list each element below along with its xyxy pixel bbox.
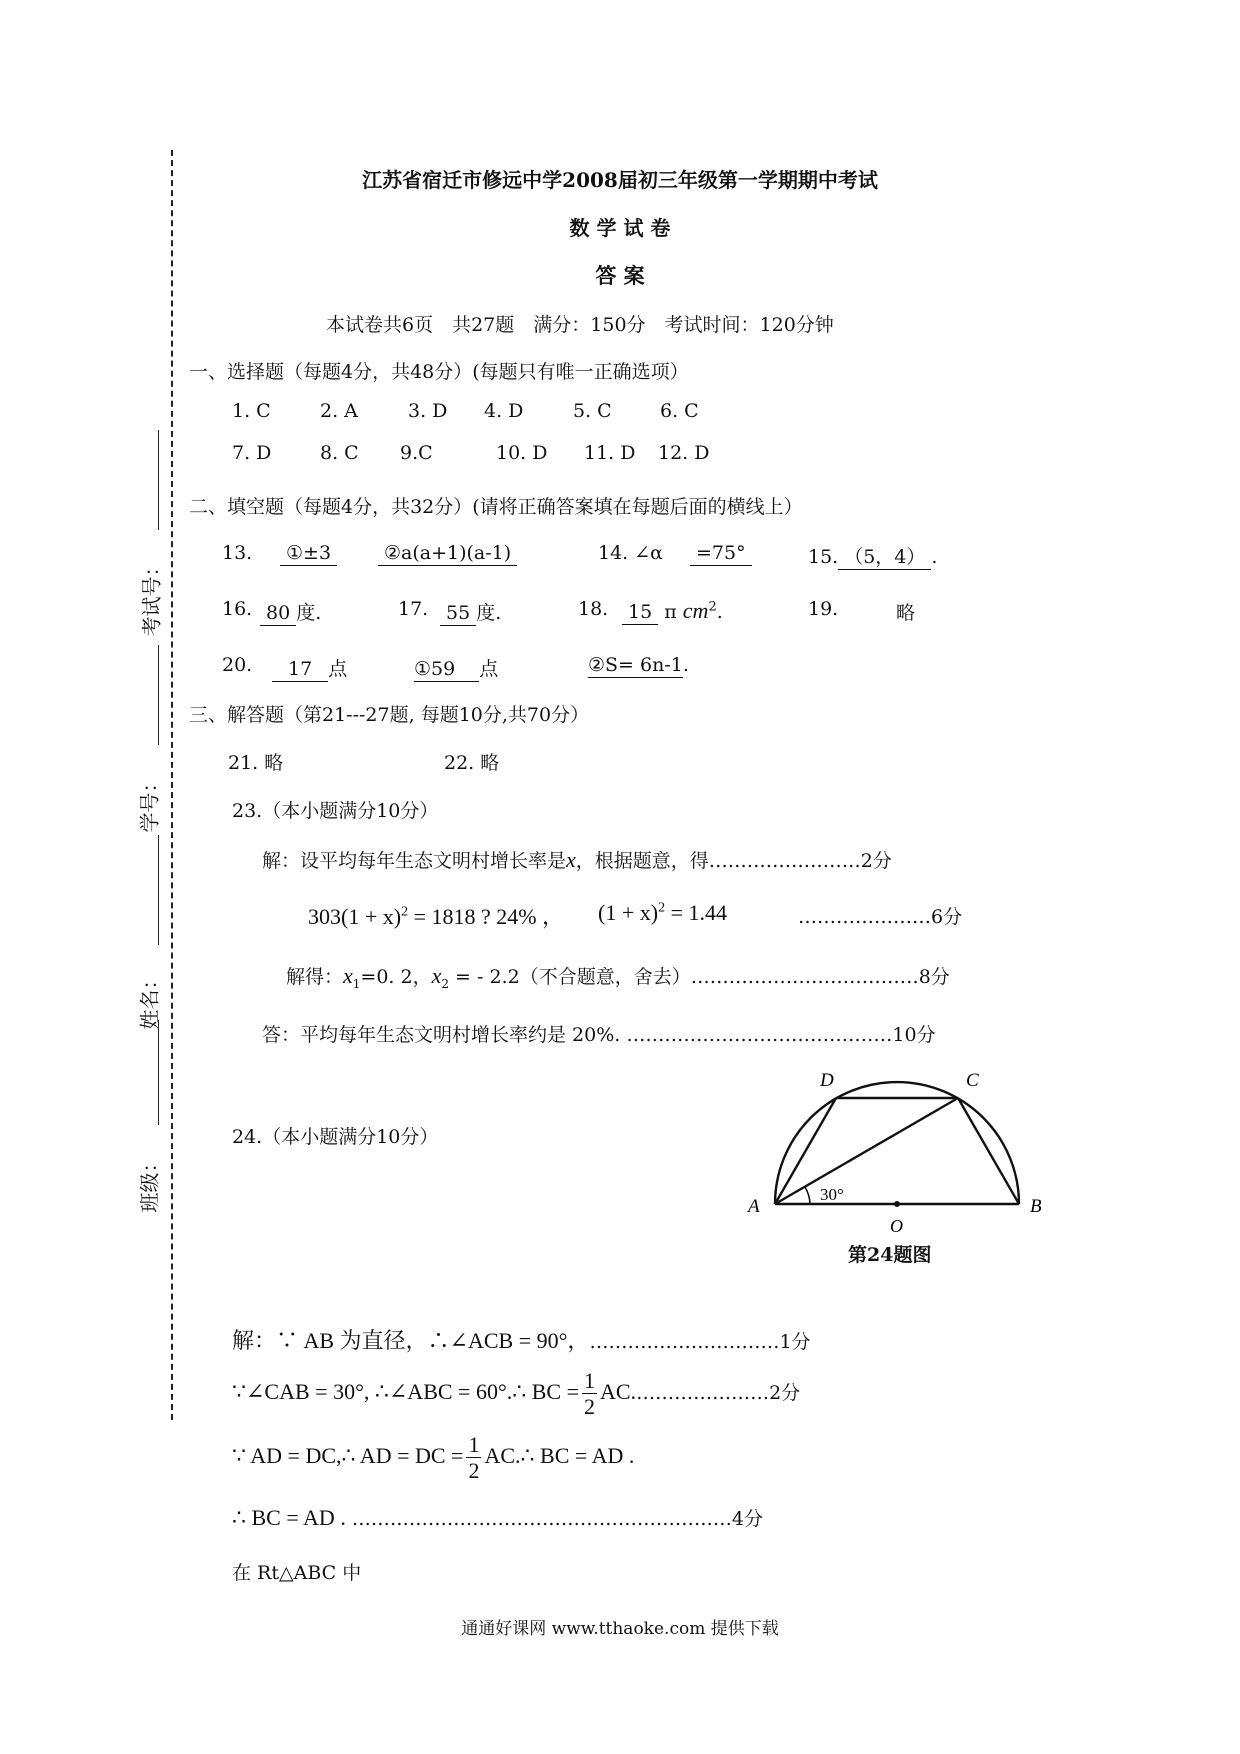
center-point-O <box>894 1201 900 1207</box>
q20-wrap <box>272 654 347 681</box>
q18-unit: cm <box>682 598 709 623</box>
q19-number: 19. <box>808 598 839 620</box>
q23-l3-text: 解得： <box>286 966 344 988</box>
mc-answer: 1. C <box>232 400 271 422</box>
q20-c-end: . <box>682 654 689 676</box>
q15-wrap <box>808 542 937 569</box>
q24-l3-fraction <box>466 1434 481 1482</box>
binding-dashed-line <box>171 150 173 1420</box>
q14-answer: =75° <box>690 542 752 566</box>
q24-l4: ∴ BC = AD . <box>232 1505 346 1530</box>
q24-line1 <box>232 1324 811 1355</box>
name-label: 姓名： <box>137 969 162 1030</box>
q24-l3-num: 1 <box>468 1432 480 1457</box>
angle-arc <box>805 1187 810 1204</box>
q23-l3-x2-val: = - 2.2（不合题意，舍去） <box>449 966 691 988</box>
q24-l4-score: 4分 <box>731 1508 763 1530</box>
q23-l1-text: 解：设平均每年生态文明村增长率是 <box>262 850 567 872</box>
q17-number: 17. <box>398 598 429 620</box>
q23-l3-x2-sub: 2 <box>441 976 450 991</box>
q18-end: . <box>716 601 723 623</box>
q13-answer-b: ②a(a+1)(a-1) <box>378 542 517 566</box>
mc-answer: 11. D <box>584 442 636 464</box>
q15-end: . <box>931 546 938 568</box>
q23-line1 <box>262 846 892 873</box>
q13-answer-b-wrap <box>378 542 517 564</box>
q14-answer-wrap <box>690 542 752 564</box>
answer-label: 答 案 <box>595 263 645 288</box>
q23-line2 <box>308 900 564 931</box>
q20-unit: 点 <box>328 658 348 680</box>
q24-figure <box>740 1060 1060 1240</box>
mc-answer: 9.C <box>400 442 433 464</box>
q24-l1-dots: ………………………… <box>589 1331 780 1353</box>
q24-l3-den: 2 <box>468 1458 480 1483</box>
q18-pi: π <box>664 601 677 623</box>
label-B: B <box>1030 1196 1042 1217</box>
q23-line4 <box>262 1020 936 1047</box>
q20b-wrap <box>414 654 498 681</box>
q23-l1-var: x <box>566 847 576 872</box>
q23-l2-a-sup: 2 <box>401 904 409 920</box>
q23-l2-dots: ………………… <box>798 906 931 928</box>
class-field-line <box>158 1020 159 1125</box>
q20-b-unit: 点 <box>479 658 499 680</box>
figure-caption: 第24题图 <box>848 1244 932 1266</box>
q23-l3-x1-sub: 1 <box>352 976 361 991</box>
q23-l2-b: (1 + x) <box>598 900 659 925</box>
q19-answer: 略 <box>896 602 916 624</box>
student-no-label: 学号： <box>137 772 162 833</box>
q16-unit: 度. <box>296 602 322 624</box>
q24-l3a: ∵ AD = DC,∴ AD = DC = <box>232 1443 464 1469</box>
q18-wrap <box>622 598 723 624</box>
exam-title: 江苏省宿迁市修远中学2008届初三年级第一学期期中考试 <box>362 168 878 192</box>
q23-l3-x1: x <box>343 963 353 988</box>
q21-answer: 21. 略 <box>228 752 284 774</box>
q23-line3 <box>286 962 950 991</box>
q24-line4 <box>232 1504 763 1531</box>
q23-l3-x2: x <box>431 963 442 988</box>
paper-subtitle: 数 学 试 卷 <box>569 216 671 240</box>
mc-answer: 3. D <box>408 400 448 422</box>
mc-answer: 10. D <box>496 442 548 464</box>
mc-answer: 12. D <box>658 442 710 464</box>
mc-answer: 8. C <box>320 442 359 464</box>
label-O: O <box>890 1216 903 1236</box>
mc-answer: 4. D <box>484 400 524 422</box>
q20-answer: 17 <box>272 658 328 682</box>
q16-answer: 80 <box>260 602 296 626</box>
q16-number: 16. <box>222 598 253 620</box>
q24-title: 24.（本小题满分10分） <box>232 1126 439 1148</box>
q24-l2b: AC. <box>600 1379 637 1405</box>
q20-answer-b: ①59 <box>414 658 479 682</box>
q23-l3-x1-val: =0. 2， <box>360 966 432 988</box>
q23-line2b <box>598 900 727 926</box>
q24-l3b: AC.∴ BC = AD . <box>484 1443 635 1469</box>
footer-text: 通通好课网 www.tthaoke.com 提供下载 <box>461 1619 779 1639</box>
q24-l1-score: 1分 <box>779 1331 811 1353</box>
q20-answer-c: ②S= 6n-1 <box>588 654 683 676</box>
q18-answer: 15 <box>622 601 658 625</box>
q23-l2-a-rest: = 1818 ? 24% ， <box>408 904 565 929</box>
q23-l4-dots: …………………………………… <box>626 1024 893 1046</box>
exam-no-field-line <box>158 430 159 530</box>
q17-wrap <box>440 598 501 625</box>
q23-line2-score <box>798 902 962 929</box>
q24-l2-score: 2分 <box>769 1382 801 1405</box>
q18-sup: 2 <box>708 599 717 615</box>
q24-line3 <box>232 1434 634 1482</box>
class-label: 班级： <box>137 1152 162 1213</box>
q18-number: 18. <box>578 598 609 620</box>
q24-l4-dots: …………………………………………………… <box>351 1508 732 1530</box>
label-C: C <box>966 1070 979 1091</box>
q23-l1-score: 2分 <box>860 850 892 872</box>
mc-answer: 7. D <box>232 442 272 464</box>
q24-l2a: ∵∠CAB = 30°, ∴∠ABC = 60°.∴ BC = <box>232 1379 579 1405</box>
section1-heading: 一、选择题（每题4分，共48分）(每题只有唯一正确选项） <box>189 361 689 383</box>
q22-answer: 22. 略 <box>444 752 500 774</box>
label-D: D <box>820 1070 834 1091</box>
mc-answer: 6. C <box>660 400 699 422</box>
angle-label: 30° <box>820 1185 844 1204</box>
q24-line5: 在 Rt△ABC 中 <box>232 1562 362 1584</box>
q17-answer: 55 <box>440 602 476 626</box>
q23-title: 23.（本小题满分10分） <box>232 800 439 822</box>
chord-CB <box>958 1098 1019 1204</box>
q23-l2-b-rest: = 1.44 <box>665 900 727 925</box>
q23-l4-score: 10分 <box>892 1024 936 1046</box>
student-no-field-line <box>158 645 159 745</box>
q15-answer: （5，4） <box>838 546 931 570</box>
q20c-wrap <box>588 654 689 676</box>
q24-l2-fraction <box>582 1370 597 1418</box>
q17-unit: 度. <box>476 602 502 624</box>
q23-l3-score: 8分 <box>918 966 950 988</box>
name-field-line <box>158 835 159 945</box>
q23-l4-text: 答：平均每年生态文明村增长率约是 20%. <box>262 1024 621 1046</box>
q24-l2-dots: ………………… <box>636 1382 770 1405</box>
q13-answer-a-wrap <box>280 542 337 564</box>
exam-info: 本试卷共6页 共27题 满分：150分 考试时间：120分钟 <box>326 314 834 336</box>
q16-wrap <box>260 598 321 625</box>
q24-l2-num: 1 <box>584 1368 595 1393</box>
q24-l1: 解：∵ AB 为直径，∴∠ACB = 90°， <box>232 1328 590 1353</box>
section3-heading: 三、解答题（第21---27题, 每题10分,共70分） <box>189 704 590 726</box>
semicircle-arc <box>775 1082 1019 1204</box>
mc-answer: 2. A <box>320 400 358 422</box>
section2-heading: 二、填空题（每题4分，共32分）(请将正确答案填在每题后面的横线上） <box>189 496 803 518</box>
q24-line2 <box>232 1370 800 1418</box>
q15-number: 15. <box>808 546 839 568</box>
exam-no-label: 考试号： <box>139 556 164 637</box>
q23-l1-dots: …………………… <box>708 850 861 872</box>
q24-l2-den: 2 <box>584 1394 595 1419</box>
q13-number: 13. <box>222 542 253 564</box>
q13-answer-a: ①±3 <box>280 542 337 566</box>
q23-l2-b-sup: 2 <box>658 900 666 916</box>
q23-l2-a: 303(1 + x) <box>308 904 402 929</box>
q14-number: 14. ∠α <box>598 542 664 564</box>
chord-AC <box>775 1098 958 1204</box>
q20-number: 20. <box>222 654 253 676</box>
q23-l3-dots: ……………………………… <box>690 966 919 988</box>
label-A: A <box>748 1196 760 1217</box>
q23-l2-score: 6分 <box>931 906 963 928</box>
q23-l1-tail: ，根据题意，得 <box>575 850 709 872</box>
mc-answer: 5. C <box>573 400 612 422</box>
